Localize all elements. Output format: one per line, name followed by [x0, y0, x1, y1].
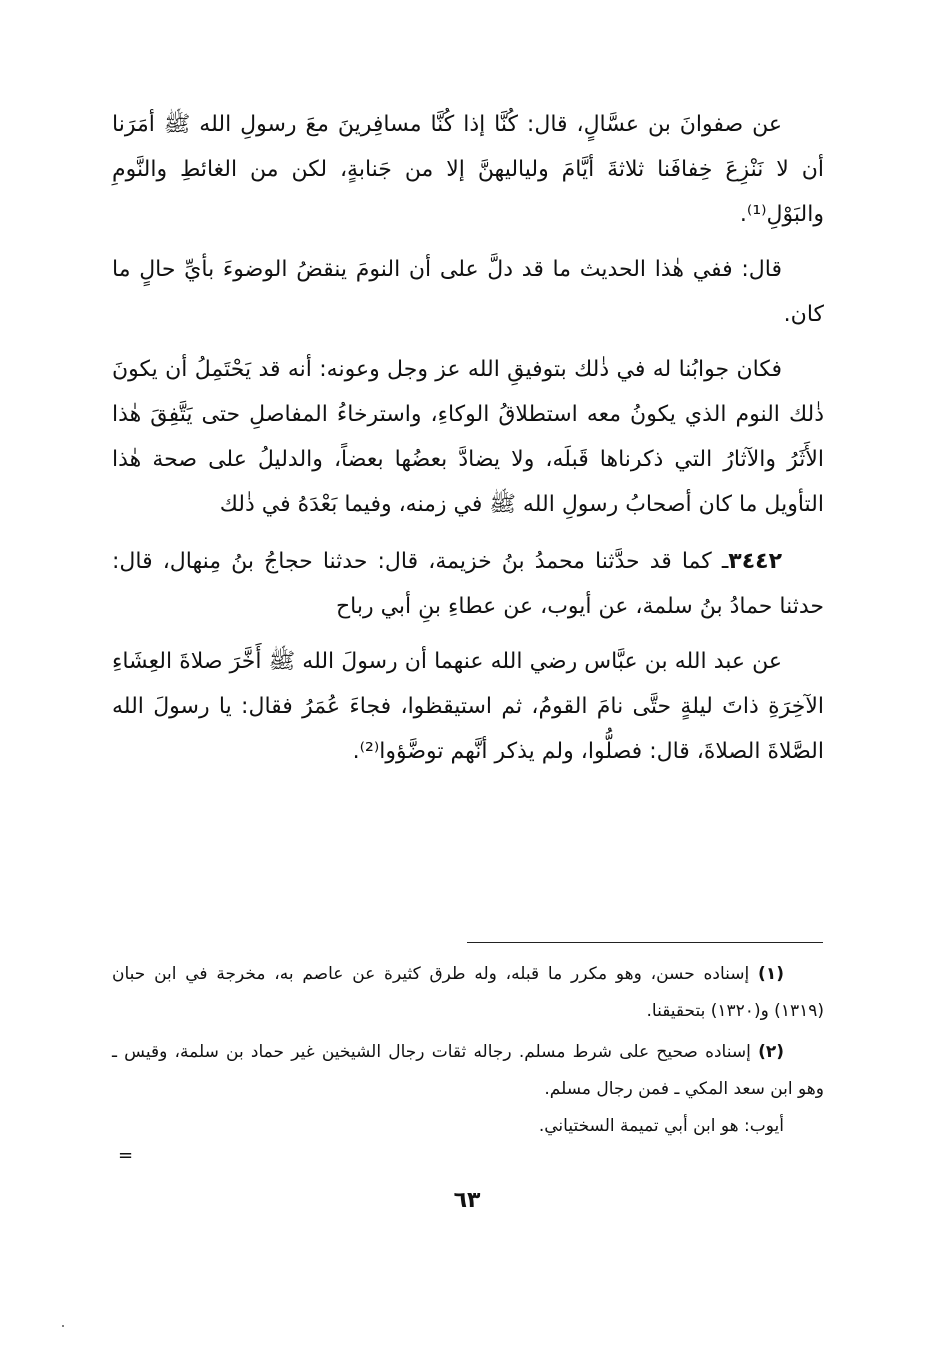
paragraph-answer — [112, 347, 824, 527]
paragraph-objection — [112, 247, 824, 337]
paragraph-safwan-hadith — [112, 102, 824, 237]
footnotes — [112, 956, 824, 1145]
footnote-text: أيوب: هو ابن أبي تميمة السختياني. — [538, 1116, 784, 1136]
paragraph-text: عن عبد الله بن عبَّاس رضي الله عنهما أن رسولَ الله ﷺ أَخَّرَ صلاةَ العِشَاءِ الآخِرَةِ ذاتَ ليلةٍ حتَّى نامَ القومُ، ثم استيقظوا، فجاءَ عُمَرُ فقال: يا رسولَ الله الصَّلاةَ الصلاةَ، قال: فصلُّوا، ولم يذكر أنَّهم توضَّؤوا⁽²⁾. — [112, 649, 824, 764]
paragraph-text: قال: ففي هٰذا الحديث ما قد دلَّ على أن النومَ ينقضُ الوضوءَ بأيِّ حالٍ ما كان. — [112, 257, 824, 327]
footnote-text: إسناده حسن، وهو مكرر ما قبله، وله طرق كثيرة عن عاصم به، مخرجة في ابن حبان (١٣١٩) و(١٣٢٠) بتحقيقنا. — [112, 964, 824, 1021]
page-number: ٦٣ — [453, 1188, 481, 1213]
footnote-2 — [112, 1034, 824, 1108]
footnote-divider — [467, 942, 823, 943]
scan-speck — [62, 1325, 64, 1327]
footnote-1 — [112, 956, 824, 1030]
paragraph-text: فكان جوابُنا له في ذٰلك بتوفيقِ الله عز وجل وعونه: أنه قد يَحْتَمِلُ أن يكونَ ذٰلك النوم الذي يكونُ معه استطلاقُ الوكاءِ، واسترخاءُ المفاصلِ حتى يَتَّفِقَ هٰذا الأَثَرُ والآثارُ التي ذكرناها قَبلَه، ولا يضادَّ بعضُها بعضاً، والدليلُ على صحة هٰذا التأويل ما كان أصحابُ رسولِ الله ﷺ في زمنه، وفيما بَعْدَهُ في ذٰلك — [112, 357, 824, 517]
paragraph-text: عن صفوانَ بن عسَّالٍ، قال: كُنَّا إذا كُنَّا مسافِرينَ معَ رسولِ الله ﷺ أمَرَنا أن لا نَنْزِعَ خِفافَنا ثلاثةَ أيَّامَ ولياليهنَّ إلا من جَنابةٍ، لكن من الغائطِ والنَّومِ والبَوْلِ⁽¹⁾. — [112, 112, 824, 227]
main-text — [112, 102, 824, 774]
hadith-number: ٣٤٤٢ — [728, 549, 782, 574]
footnote-number: (٢) — [758, 1042, 785, 1062]
paragraph-text: ـ كما قد حدَّثنا محمدُ بنُ خزيمة، قال: حدثنا حجاجُ بنُ مِنهال، قال: حدثنا حمادُ بنُ سلمة، عن أيوب، عن عطاءِ بنِ أبي رباح — [112, 549, 824, 619]
continuation-mark: = — [118, 1145, 134, 1166]
paragraph-hadith-chain — [112, 539, 824, 629]
footnote-text: إسناده صحيح على شرط مسلم. رجاله ثقات رجال الشيخين غير حماد بن سلمة، وقيس ـ وهو ابن سعد المكي ـ فمن رجال مسلم. — [112, 1042, 824, 1099]
footnote-number: (١) — [758, 964, 784, 984]
footnote-2-continued — [112, 1108, 824, 1145]
paragraph-ibn-abbas-hadith — [112, 639, 824, 774]
